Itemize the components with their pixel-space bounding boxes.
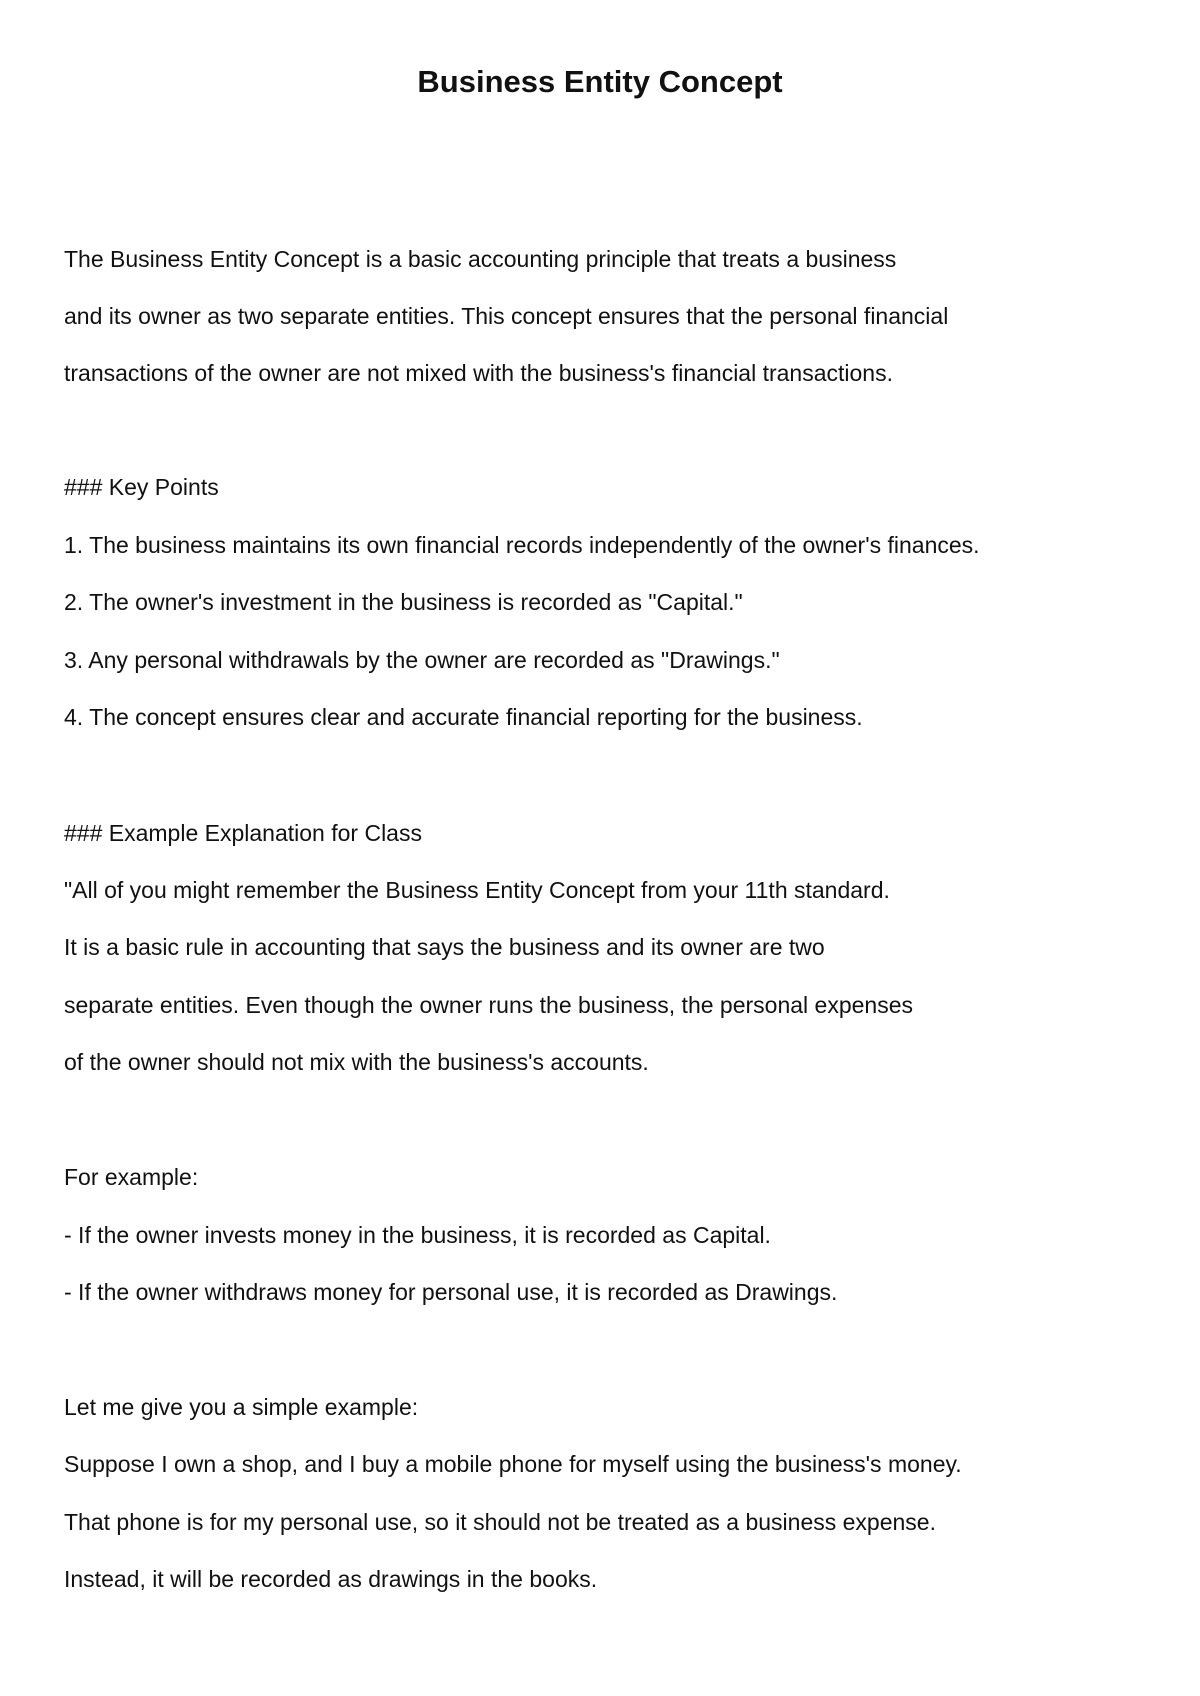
intro-line: and its owner as two separate entities. This concept ensures that the personal financial xyxy=(64,303,949,329)
example-explanation-line: "All of you might remember the Business Entity Concept from your 11th standard. xyxy=(64,877,890,903)
document-title: Business Entity Concept xyxy=(417,64,783,99)
for-example-heading: For example: xyxy=(64,1164,199,1190)
key-point-item: 1. The business maintains its own financial records independently of the owner's finances. xyxy=(64,532,980,558)
key-points-heading: ### Key Points xyxy=(64,474,219,500)
intro-line: transactions of the owner are not mixed with the business's financial transactions. xyxy=(64,360,893,386)
example-explanation-heading: ### Example Explanation for Class xyxy=(64,820,422,846)
example-explanation-line: It is a basic rule in accounting that says the business and its owner are two xyxy=(64,934,825,960)
key-point-item: 3. Any personal withdrawals by the owner are recorded as "Drawings." xyxy=(64,647,780,673)
example-explanation-line: separate entities. Even though the owner runs the business, the personal expenses xyxy=(64,992,913,1018)
for-example-item: - If the owner invests money in the business, it is recorded as Capital. xyxy=(64,1222,771,1248)
simple-example-line: Instead, it will be recorded as drawings in the books. xyxy=(64,1566,598,1592)
intro-line: The Business Entity Concept is a basic accounting principle that treats a business xyxy=(64,246,897,272)
key-point-item: 4. The concept ensures clear and accurate financial reporting for the business. xyxy=(64,704,863,730)
example-explanation-line: of the owner should not mix with the business's accounts. xyxy=(64,1049,649,1075)
simple-example-line: Suppose I own a shop, and I buy a mobile phone for myself using the business's money. xyxy=(64,1451,962,1477)
for-example-item: - If the owner withdraws money for personal use, it is recorded as Drawings. xyxy=(64,1279,838,1305)
simple-example-heading: Let me give you a simple example: xyxy=(64,1394,419,1420)
simple-example-line: That phone is for my personal use, so it should not be treated as a business expense. xyxy=(64,1509,936,1535)
key-point-item: 2. The owner's investment in the business is recorded as "Capital." xyxy=(64,589,743,615)
